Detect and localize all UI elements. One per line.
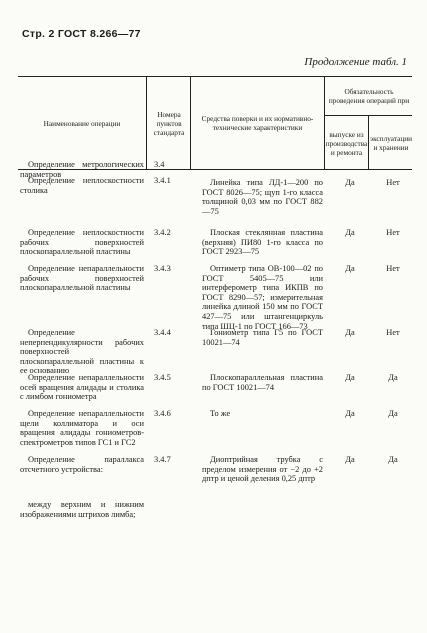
clause-cell: 3.4.4: [154, 328, 171, 337]
means-cell: Гониометр типа Г5 по ГОСТ 10021—74: [202, 328, 323, 347]
col-operation-header: Наименование операции: [43, 118, 121, 128]
release-cell: Да: [345, 228, 355, 237]
col-release-header: выпуске из производства и ремонта: [325, 129, 368, 157]
means-cell: Плоская стеклянная пластина (верхняя) ПИ80 1-го класса по ГОСТ 2923—75: [202, 228, 323, 257]
clause-cell: 3.4.7: [154, 455, 171, 464]
means-cell: Диоптрийная трубка с пределом измерения от −2 до +2 дптр и ценой деления 0,25 дптр: [202, 455, 323, 484]
storage-cell: Нет: [386, 328, 400, 337]
release-cell: Да: [345, 178, 355, 187]
means-cell: Линейка типа ЛД-1—200 по ГОСТ 8026—75; щуп 1-го класса толщиной 0,03 мм по ГОСТ 882—75: [202, 178, 323, 216]
operation-cell: Определение неплоскостности столика: [20, 176, 144, 195]
operation-cell: Определение непараллельности осей вращения алидады и столика с лимбом гониометра: [20, 373, 144, 402]
means-cell: Плоскопараллельная пластина по ГОСТ 10021—74: [202, 373, 323, 392]
release-cell: Да: [345, 264, 355, 273]
operation-cell: Определение непараллельности щели коллиматора и оси вращения алидады гониометров-спектрометров типов ГС1 и ГС2: [20, 409, 144, 447]
release-cell: Да: [345, 328, 355, 337]
operation-cell: Определение метрологических параметров: [20, 160, 144, 179]
table-header: [18, 76, 412, 170]
continuation-label: Продолжение табл. 1: [304, 56, 407, 68]
operation-cell: Определение неперпендикулярности рабочих поверхностей плоскопараллельной пластины к ее основанию: [20, 328, 144, 376]
storage-cell: Да: [388, 455, 398, 464]
release-cell: Да: [345, 373, 355, 382]
storage-cell: Да: [388, 373, 398, 382]
clause-cell: 3.4.3: [154, 264, 171, 273]
clause-cell: 3.4.6: [154, 409, 171, 418]
col-storage-header: эксплуатации и хранении: [369, 134, 413, 152]
clause-cell: 3.4.5: [154, 373, 171, 382]
storage-cell: Нет: [386, 228, 400, 237]
release-cell: Да: [345, 409, 355, 418]
means-cell: То же: [210, 409, 231, 418]
storage-cell: Нет: [386, 178, 400, 187]
operation-cell: Определение неплоскостности рабочих поверхностей плоскопараллельной пластины: [20, 228, 144, 257]
col-clause-header: Номера пунктов стандарта: [153, 109, 185, 137]
clause-cell: 3.4: [154, 160, 165, 169]
means-cell: Оптиметр типа ОВ-100—02 по ГОСТ 5405—75 или интерферометр типа ИКПВ по ГОСТ 8290—57; измерительная линейка длиной 150 мм по ГОСТ 427—75 или штангенциркуль типа ШЦ-1 по ГОСТ 166—73: [202, 264, 323, 331]
col-mandatory-header: Обязательность проведения операций при: [328, 87, 410, 105]
clause-cell: 3.4.2: [154, 228, 171, 237]
operation-cell: Определение непараллельности рабочих поверхностей плоскопараллельной пластины: [20, 264, 144, 293]
clause-cell: 3.4.1: [154, 176, 171, 185]
storage-cell: Да: [388, 409, 398, 418]
operation-cell: Определение параллакса отсчетного устройства:: [20, 455, 144, 474]
storage-cell: Нет: [386, 264, 400, 273]
page-header: Стр. 2 ГОСТ 8.266—77: [22, 28, 141, 40]
sub-item: между верхним и нижним изображениями штрихов лимба;: [20, 500, 144, 519]
col-means-header: Средства поверки и их нормативно-технические характеристики: [201, 114, 314, 132]
release-cell: Да: [345, 455, 355, 464]
